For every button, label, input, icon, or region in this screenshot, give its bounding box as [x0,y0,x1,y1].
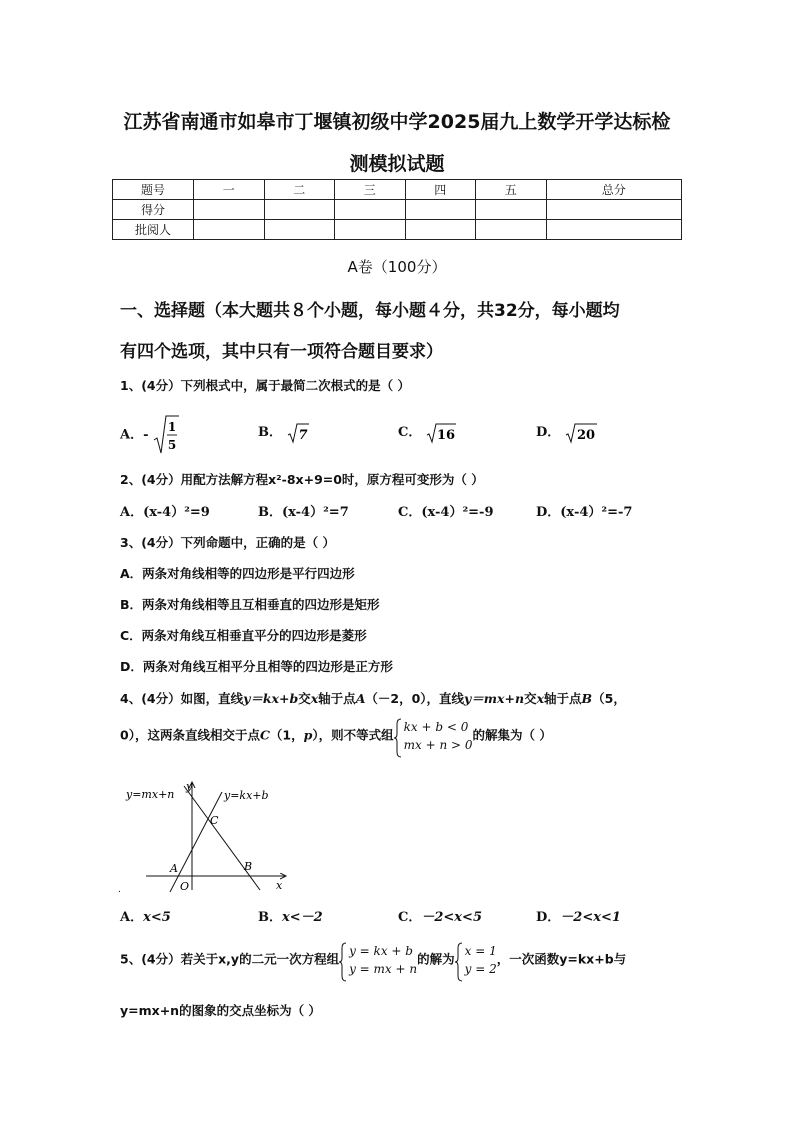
q4-text: （1， [269,727,304,743]
q5-stem-line1 [120,942,626,978]
label-x: x [276,879,283,892]
q4-option-b[interactable] [258,906,323,925]
q1-option-b[interactable] [258,421,309,444]
q4-text: 0），这两条直线相交于点 [120,727,260,743]
q5-text: 5、(4分）若关于x,y的二元一次方程组 [120,951,340,967]
q4-option-c-value: －2<x<5 [421,910,482,925]
q4-inequality-2: mx + n > 0 [403,738,473,752]
q5-equation-system [339,942,417,978]
score-table-header-row [113,180,682,200]
q3-stem: 3、(4分）下列命题中，正确的是（ ） [120,535,335,550]
section1-heading-line2: 有四个选项，其中只有一项符合题目要求） [120,342,443,362]
q5-equation-2: y = mx + n [349,962,418,976]
q4-text: 交 [524,691,537,706]
q4-option-d[interactable] [536,906,621,925]
q2-option-d[interactable]: D．(x-4）²=-7 [536,505,633,520]
q4-option-a[interactable] [120,906,171,925]
q1-option-d[interactable] [536,421,597,444]
label-y-kx-b: y=kx+b [224,789,269,802]
stray-dot: . [118,885,121,895]
q4-var-p: p [303,727,313,743]
q2-option-c[interactable]: C．(x-4）²=-9 [398,505,494,520]
score-table-header-cell: 题号 [113,180,194,200]
grader-cell[interactable] [335,220,406,240]
grader-cell[interactable] [264,220,335,240]
exam-title-line1: 江苏省南通市如皋市丁堰镇初级中学2025届九上数学开学达标检 [123,111,671,133]
q1-option-a-radical [153,414,179,456]
q2-option-b[interactable]: B．(x-4）²=7 [258,505,349,520]
q4-var-x: x [536,691,545,706]
brace-icon [455,942,463,982]
q1-option-c[interactable] [398,421,456,444]
score-table-header-cell: 五 [476,180,547,200]
line-kx-b [170,792,222,892]
score-table-header-cell: 二 [264,180,335,200]
volume-heading: A卷（100分） [347,258,447,276]
grader-cell[interactable] [405,220,476,240]
q5-stem-line2: y=mx+n的图象的交点坐标为（ ） [120,1003,321,1018]
q4-option-a-value: x<5 [143,910,171,925]
q4-graph [118,778,298,896]
q4-text: 轴于点 [544,691,582,706]
q4-eq-mx-n: y＝mx+n [464,691,525,706]
score-table-row-label: 得分 [113,200,194,220]
q1-option-a-label: A．- [120,427,149,443]
q3-option-c[interactable]: C．两条对角线互相垂直平分的四边形是菱形 [120,628,367,643]
q4-text: 4、(4分）如图，直线 [120,691,244,706]
q4-text: （－2，0），直线 [365,691,465,706]
grader-cell[interactable] [546,220,682,240]
q4-option-d-value: －2<x<1 [560,910,621,925]
q1-stem: 1、(4分）下列根式中，属于最简二次根式的是（ ） [120,378,410,393]
q4-option-d-label: D． [536,910,561,925]
q5-solution-2: y = 2 [464,962,497,976]
q1-option-b-radical [287,422,309,444]
q3-option-d[interactable]: D．两条对角线互相平分且相等的四边形是正方形 [120,659,393,674]
q4-text: 轴于点 [318,691,356,706]
q1-c-radicand: 16 [436,427,455,443]
q4-option-b-label: B． [258,910,282,925]
q4-point-a: A [355,691,366,706]
q4-point-c: C [259,727,270,743]
q4-text: （5， [592,691,626,706]
grader-cell[interactable] [476,220,547,240]
score-table-header-cell: 总分 [546,180,682,200]
brace-icon [339,942,347,982]
score-cell[interactable] [335,200,406,220]
q4-option-a-label: A． [120,910,144,925]
q4-inequality-1: kx + b < 0 [403,720,469,734]
q2-option-a[interactable]: A．(x-4）²=9 [120,505,210,520]
score-table-header-cell: 一 [194,180,265,200]
label-y: y [186,780,193,793]
q4-var-x: x [310,691,319,706]
q5-solution-system [455,942,497,978]
label-b: B [244,860,253,873]
score-cell[interactable] [546,200,682,220]
brace-icon [394,718,402,758]
score-table-row-grader [113,220,682,240]
q5-equation-1: y = kx + b [349,944,413,958]
grader-cell[interactable] [194,220,265,240]
q5-text: 的解为 [417,951,455,967]
q1-option-c-radical [426,422,456,444]
q1-option-d-label: D． [536,425,561,440]
q2-stem: 2、(4分）用配方法解方程x²-8x+9=0时，原方程可变形为（ ） [120,472,484,487]
score-table-header-cell: 三 [335,180,406,200]
q1-option-d-radical [565,422,597,444]
q1-b-radicand: 7 [298,427,308,443]
q1-d-radicand: 20 [576,427,595,443]
q1-option-c-label: C． [398,425,422,440]
label-c: C [210,814,219,827]
label-a: A [170,862,178,875]
q4-text: 的解集为（ ） [472,727,552,743]
score-cell[interactable] [476,200,547,220]
q4-eq-kx-b: y＝kx+b [243,691,299,706]
q4-inequality-system [394,718,473,754]
q4-option-c-label: C． [398,910,422,925]
label-o: O [180,880,190,893]
q3-option-b[interactable]: B．两条对角线相等且互相垂直的四边形是矩形 [120,597,380,612]
q5-solution-1: x = 1 [464,944,497,958]
score-table [112,179,682,240]
q1-option-b-label: B． [258,425,282,440]
q1-a-numerator: 1 [167,420,177,434]
score-table-row-label: 批阅人 [113,220,194,240]
q1-option-a[interactable] [120,414,179,456]
q4-text: ），则不等式组 [312,727,394,743]
exam-title-line2: 测模拟试题 [349,153,445,175]
q4-text: 交 [298,691,311,706]
q4-stem-line2 [120,718,552,754]
q3-option-a[interactable]: A．两条对角线相等的四边形是平行四边形 [120,566,355,581]
q4-stem-line1 [120,689,626,707]
label-y-mx-n: y=mx+n [126,788,175,801]
q4-option-b-value: x<－2 [282,910,323,925]
q1-a-denominator: 5 [167,438,177,452]
q4-option-c[interactable] [398,906,482,925]
score-cell[interactable] [264,200,335,220]
score-table-header-cell: 四 [405,180,476,200]
section1-heading-line1: 一、选择题（本大题共８个小题，每小题４分，共32分，每小题均 [120,301,620,321]
q4-point-b: B [581,691,593,706]
score-table-row-score [113,200,682,220]
q5-text: ，一次函数y=kx+b与 [496,951,627,967]
score-cell[interactable] [405,200,476,220]
score-cell[interactable] [194,200,265,220]
